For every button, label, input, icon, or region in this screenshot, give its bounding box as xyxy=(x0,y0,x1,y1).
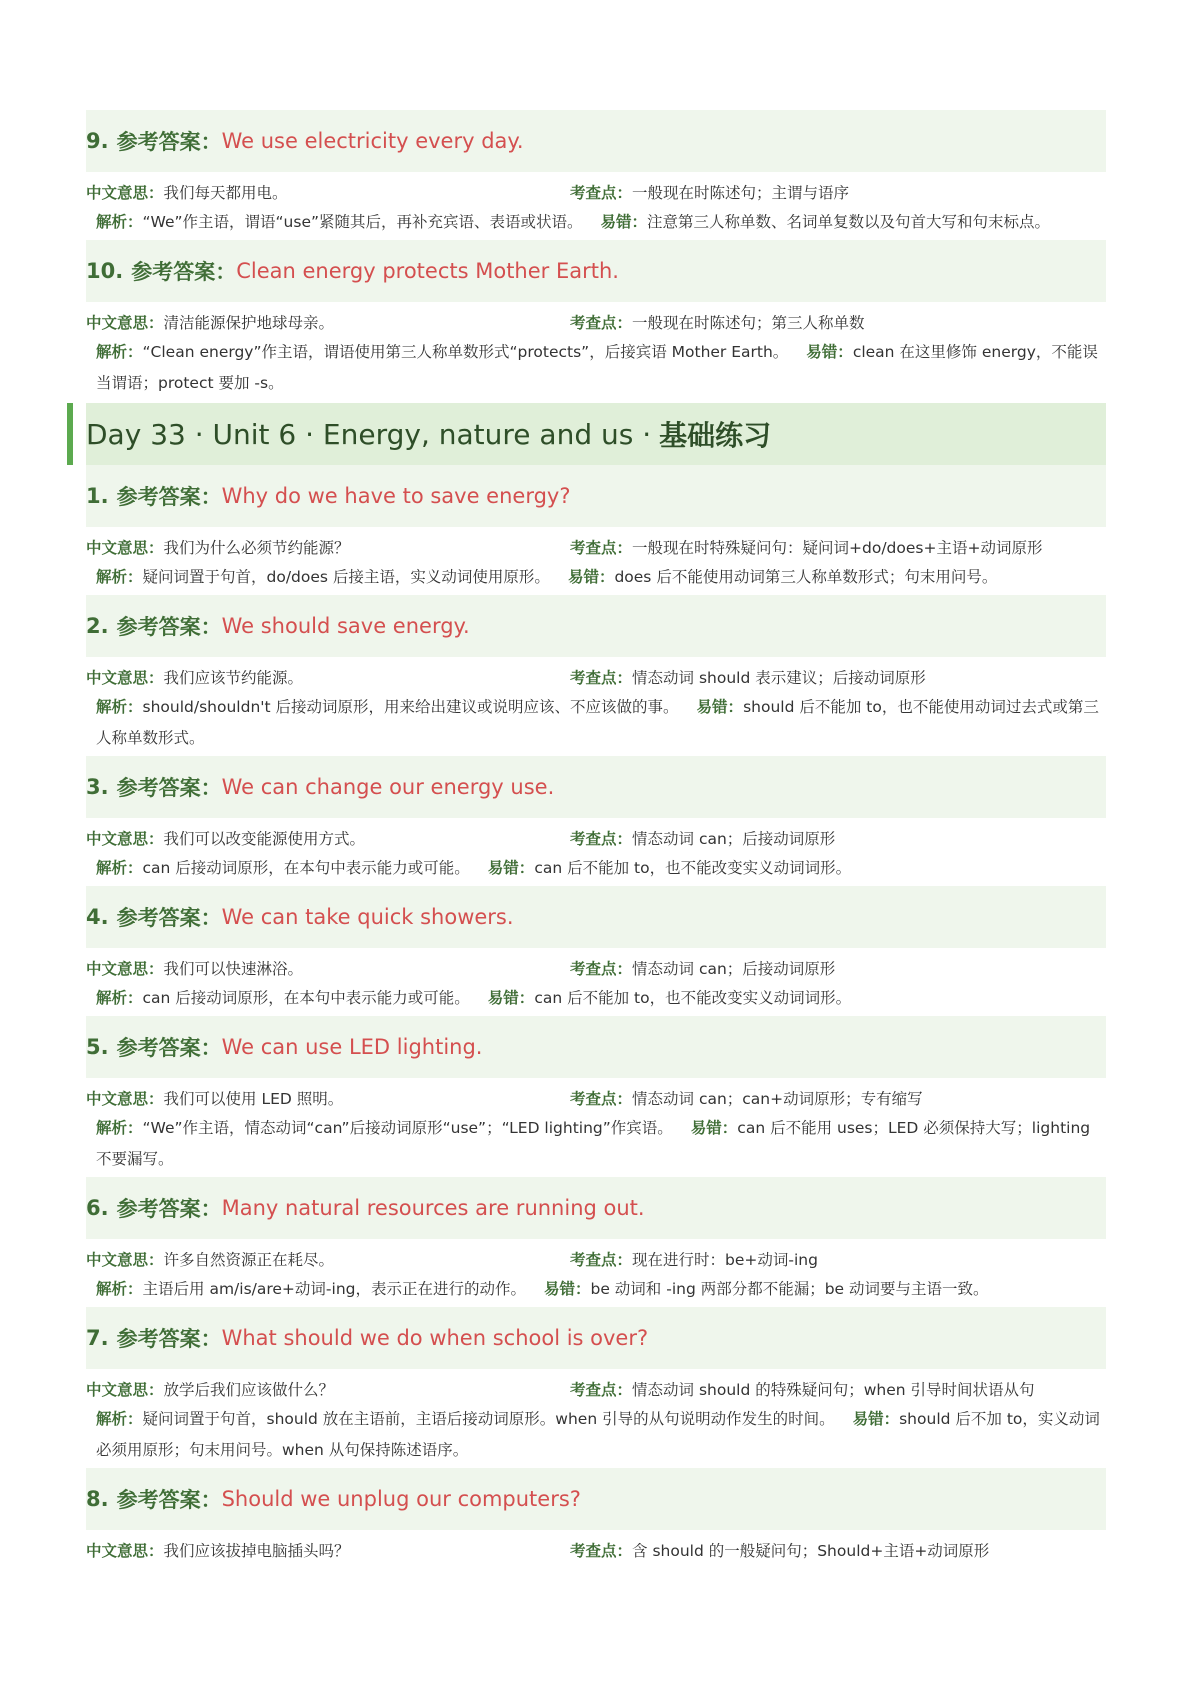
meaning-row xyxy=(86,1247,1106,1271)
error-text: should 后不加 to，实义动词必须用原形；句末用问号。when 从句保持陈述语序。 xyxy=(96,1410,1100,1459)
reference-answer: We use electricity every day. xyxy=(221,129,524,153)
point-text: 含 should 的一般疑问句；Should+主语+动词原形 xyxy=(632,1542,990,1560)
point-label: 考查点： xyxy=(570,669,633,687)
analysis-text: “Clean energy”作主语，谓语使用第三人称单数形式“protects”，后接宾语 Mother Earth。 xyxy=(142,343,789,361)
point-text: 一般现在时特殊疑问句：疑问词+do/does+主语+动词原形 xyxy=(632,539,1043,557)
analysis-label: 解析： xyxy=(96,213,143,231)
day-title: Day 33 · Unit 6 · Energy, nature and us · xyxy=(86,417,652,451)
reference-label: 参考答案： xyxy=(116,776,222,800)
analysis-text: 疑问词置于句首，should 放在主语前，主语后接动词原形。when 引导的从句说明动作发生的时间。 xyxy=(142,1410,835,1428)
reference-label: 参考答案： xyxy=(116,485,222,509)
error-label: 易错： xyxy=(806,343,853,361)
meaning-text: 我们应该节约能源。 xyxy=(163,669,304,687)
reference-label: 参考答案： xyxy=(116,1197,222,1221)
accent-bar xyxy=(67,403,73,465)
answer-item-5 xyxy=(86,1016,1106,1175)
reference-answer: We can take quick showers. xyxy=(221,905,514,929)
point-label: 考查点： xyxy=(570,1381,633,1399)
reference-answer: Should we unplug our computers? xyxy=(221,1487,581,1511)
meaning-row xyxy=(86,535,1106,559)
analysis-label: 解析： xyxy=(96,989,143,1007)
analysis-row xyxy=(86,207,1106,238)
error-label: 易错： xyxy=(690,1119,738,1137)
error-text: does 后不能使用动词第三人称单数形式；句末用问号。 xyxy=(614,568,998,586)
error-text: can 后不能用 uses；LED 必须保持大写；lighting 不要漏写。 xyxy=(96,1119,1091,1168)
question-header xyxy=(86,110,1106,172)
meaning-row xyxy=(86,310,1106,334)
reference-answer: Why do we have to save energy? xyxy=(221,484,571,508)
point-label: 考查点： xyxy=(570,830,633,848)
analysis-row xyxy=(86,337,1106,399)
point-text: 情态动词 can；后接动词原形 xyxy=(632,960,836,978)
question-number: 7. xyxy=(86,1326,109,1350)
answer-item-3 xyxy=(86,756,1106,884)
point-label: 考查点： xyxy=(570,1090,633,1108)
question-header xyxy=(86,595,1106,657)
question-header xyxy=(86,240,1106,302)
reference-answer: We can change our energy use. xyxy=(221,775,555,799)
meaning-row xyxy=(86,826,1106,850)
question-number: 2. xyxy=(86,614,109,638)
reference-label: 参考答案： xyxy=(116,1036,222,1060)
question-header xyxy=(86,1307,1106,1369)
point-text: 一般现在时陈述句；第三人称单数 xyxy=(632,314,865,332)
error-text: clean 在这里修饰 energy，不能误当谓语；protect 要加 -s。 xyxy=(96,343,1098,392)
point-text: 现在进行时：be+动词-ing xyxy=(632,1251,818,1269)
meaning-label: 中文意思： xyxy=(86,1381,164,1399)
meaning-text: 许多自然资源正在耗尽。 xyxy=(163,1251,335,1269)
analysis-label: 解析： xyxy=(96,1119,143,1137)
answer-sheet xyxy=(86,110,1106,1562)
meaning-text: 我们可以改变能源使用方式。 xyxy=(163,830,366,848)
answer-item-9 xyxy=(86,110,1106,238)
point-text: 一般现在时陈述句；主谓与语序 xyxy=(632,184,850,202)
meaning-row xyxy=(86,665,1106,689)
meaning-text: 放学后我们应该做什么？ xyxy=(163,1381,335,1399)
day-section-header xyxy=(86,403,1106,465)
meaning-text: 我们应该拔掉电脑插头吗？ xyxy=(163,1542,350,1560)
error-label: 易错： xyxy=(600,213,648,231)
meaning-row xyxy=(86,1538,1106,1562)
meaning-label: 中文意思： xyxy=(86,184,164,202)
analysis-row xyxy=(86,692,1106,754)
error-label: 易错： xyxy=(852,1410,900,1428)
analysis-text: can 后接动词原形，在本句中表示能力或可能。 xyxy=(142,859,470,877)
day-title-zh: 基础练习 xyxy=(659,419,772,452)
meaning-text: 我们为什么必须节约能源？ xyxy=(163,539,350,557)
question-number: 5. xyxy=(86,1035,109,1059)
question-number: 1. xyxy=(86,484,109,508)
question-header xyxy=(86,1468,1106,1530)
error-label: 易错： xyxy=(543,1280,591,1298)
meaning-label: 中文意思： xyxy=(86,314,164,332)
point-text: 情态动词 can；can+动词原形；专有缩写 xyxy=(632,1090,923,1108)
analysis-text: 主语后用 am/is/are+动词-ing，表示正在进行的动作。 xyxy=(142,1280,526,1298)
question-header xyxy=(86,886,1106,948)
analysis-label: 解析： xyxy=(96,1280,143,1298)
point-label: 考查点： xyxy=(570,314,633,332)
meaning-label: 中文意思： xyxy=(86,960,164,978)
answer-item-2 xyxy=(86,595,1106,754)
meaning-label: 中文意思： xyxy=(86,830,164,848)
reference-label: 参考答案： xyxy=(116,130,222,154)
question-header xyxy=(86,1177,1106,1239)
reference-label: 参考答案： xyxy=(116,1488,222,1512)
question-header xyxy=(86,1016,1106,1078)
analysis-row xyxy=(86,853,1106,884)
question-number: 6. xyxy=(86,1196,109,1220)
reference-answer: Many natural resources are running out. xyxy=(221,1196,645,1220)
meaning-label: 中文意思： xyxy=(86,1251,164,1269)
analysis-label: 解析： xyxy=(96,698,143,716)
error-text: can 后不能加 to，也不能改变实义动词词形。 xyxy=(534,989,852,1007)
reference-label: 参考答案： xyxy=(116,906,222,930)
meaning-label: 中文意思： xyxy=(86,539,164,557)
analysis-row xyxy=(86,1113,1106,1175)
reference-answer: We should save energy. xyxy=(221,614,470,638)
point-label: 考查点： xyxy=(570,1251,633,1269)
question-header xyxy=(86,465,1106,527)
meaning-text: 我们可以快速淋浴。 xyxy=(163,960,304,978)
reference-label: 参考答案： xyxy=(116,1327,222,1351)
meaning-label: 中文意思： xyxy=(86,1542,164,1560)
error-label: 易错： xyxy=(487,859,535,877)
error-text: be 动词和 -ing 两部分都不能漏；be 动词要与主语一致。 xyxy=(590,1280,989,1298)
reference-answer: We can use LED lighting. xyxy=(221,1035,483,1059)
analysis-label: 解析： xyxy=(96,1410,143,1428)
meaning-label: 中文意思： xyxy=(86,669,164,687)
analysis-text: can 后接动词原形，在本句中表示能力或可能。 xyxy=(142,989,470,1007)
point-label: 考查点： xyxy=(570,960,633,978)
point-text: 情态动词 can；后接动词原形 xyxy=(632,830,836,848)
error-label: 易错： xyxy=(696,698,744,716)
question-number: 10. xyxy=(86,259,124,283)
reference-answer: What should we do when school is over? xyxy=(221,1326,649,1350)
question-number: 4. xyxy=(86,905,109,929)
point-text: 情态动词 should 的特殊疑问句；when 引导时间状语从句 xyxy=(632,1381,1035,1399)
question-number: 3. xyxy=(86,775,109,799)
analysis-row xyxy=(86,983,1106,1014)
answer-item-10 xyxy=(86,240,1106,399)
error-label: 易错： xyxy=(487,989,535,1007)
meaning-row xyxy=(86,180,1106,204)
error-text: can 后不能加 to，也不能改变实义动词词形。 xyxy=(534,859,852,877)
reference-answer: Clean energy protects Mother Earth. xyxy=(236,259,619,283)
analysis-text: should/shouldn't 后接动词原形，用来给出建议或说明应该、不应该做的事。 xyxy=(142,698,679,716)
question-number: 9. xyxy=(86,129,109,153)
meaning-text: 我们每天都用电。 xyxy=(163,184,288,202)
error-text: 注意第三人称单数、名词单复数以及句首大写和句末标点。 xyxy=(647,213,1051,231)
meaning-row xyxy=(86,1377,1106,1401)
analysis-label: 解析： xyxy=(96,343,143,361)
meaning-text: 我们可以使用 LED 照明。 xyxy=(163,1090,344,1108)
answer-item-8 xyxy=(86,1468,1106,1562)
meaning-text: 清洁能源保护地球母亲。 xyxy=(163,314,335,332)
point-label: 考查点： xyxy=(570,1542,633,1560)
analysis-row xyxy=(86,1404,1106,1466)
analysis-text: 疑问词置于句首，do/does 后接主语，实义动词使用原形。 xyxy=(142,568,550,586)
analysis-row xyxy=(86,562,1106,593)
point-label: 考查点： xyxy=(570,539,633,557)
reference-label: 参考答案： xyxy=(131,260,237,284)
answer-item-1 xyxy=(86,465,1106,593)
reference-label: 参考答案： xyxy=(116,615,222,639)
error-text: should 后不能加 to，也不能使用动词过去式或第三人称单数形式。 xyxy=(96,698,1099,747)
question-header xyxy=(86,756,1106,818)
question-number: 8. xyxy=(86,1487,109,1511)
analysis-text: “We”作主语，谓语“use”紧随其后，再补充宾语、表语或状语。 xyxy=(142,213,583,231)
meaning-row xyxy=(86,956,1106,980)
error-label: 易错： xyxy=(567,568,615,586)
meaning-row xyxy=(86,1086,1106,1110)
analysis-row xyxy=(86,1274,1106,1305)
meaning-label: 中文意思： xyxy=(86,1090,164,1108)
point-label: 考查点： xyxy=(570,184,633,202)
analysis-label: 解析： xyxy=(96,859,143,877)
answer-item-7 xyxy=(86,1307,1106,1466)
analysis-text: “We”作主语，情态动词“can”后接动词原形“use”；“LED lighting”作宾语。 xyxy=(142,1119,673,1137)
answer-item-6 xyxy=(86,1177,1106,1305)
analysis-label: 解析： xyxy=(96,568,143,586)
answer-item-4 xyxy=(86,886,1106,1014)
point-text: 情态动词 should 表示建议；后接动词原形 xyxy=(632,669,926,687)
